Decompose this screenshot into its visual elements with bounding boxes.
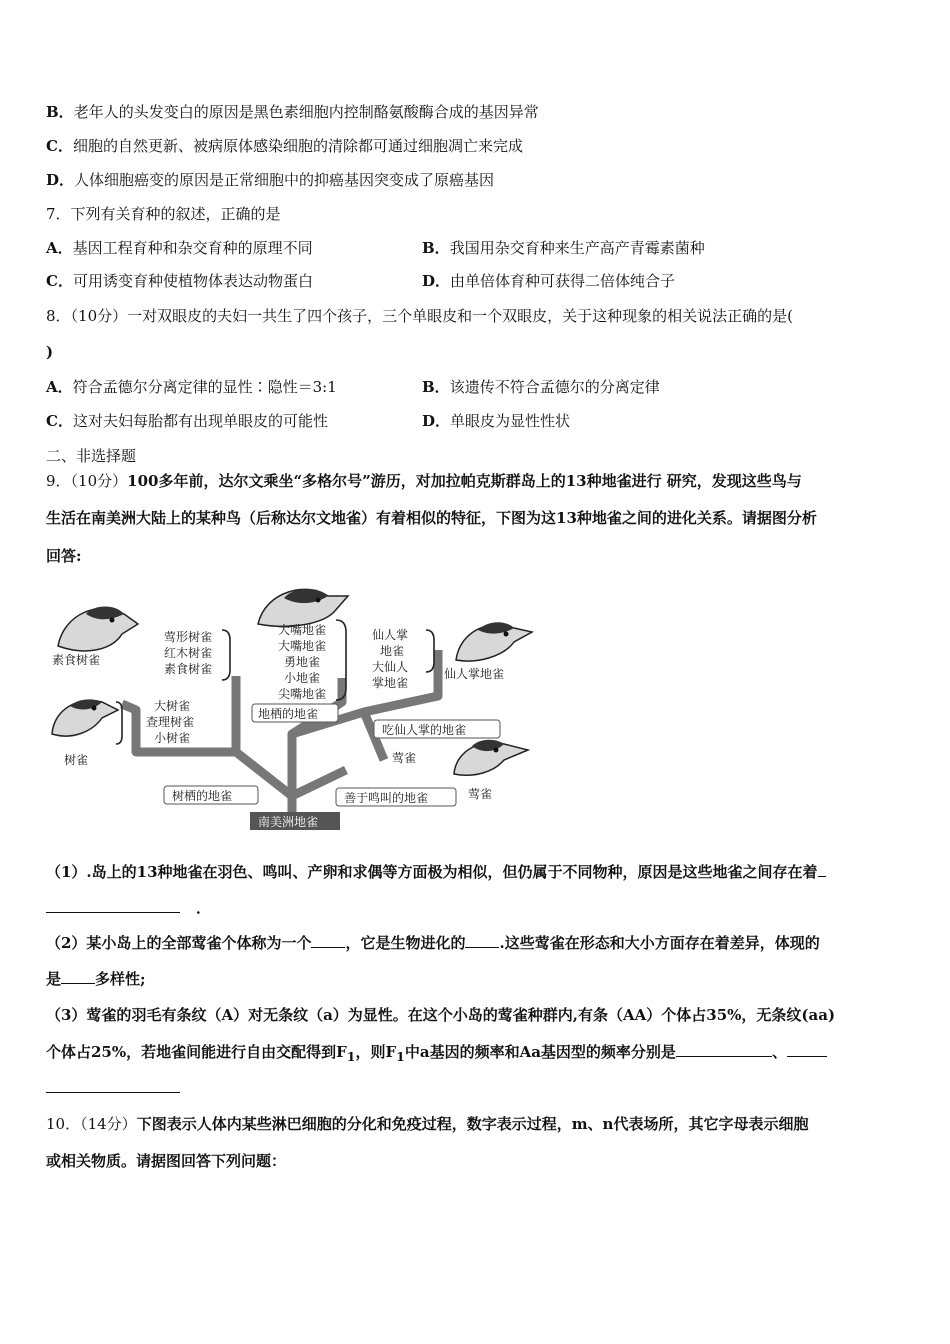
label-insect-group-2: 查理树雀 [146,715,195,729]
label-warbler: 莺雀 [392,751,417,765]
q7-option-a: A．基因工程育种和杂交育种的原理不同 [46,239,313,257]
q9-sub2-blank-2 [465,933,499,948]
label-cactus-group-4: 掌地雀 [372,676,409,690]
q6-option-d: D．人体细胞癌变的原因是正常细胞中的抑癌基因突变成了原癌基因 [46,171,495,189]
q9-sub3-blank-1 [676,1042,772,1057]
section-heading: 二、非选择题 [46,447,137,465]
q7-stem: 7．下列有关育种的叙述，正确的是 [46,205,281,223]
q9-sub3-blank-2a [787,1042,827,1057]
label-ground-group-5: 尖嘴地雀 [278,687,327,701]
bird-ground-finch-icon [258,589,348,627]
q8-option-d: D．单眼皮为显性性状 [422,412,571,430]
box-singing [336,788,456,806]
box-tree-dwelling-text: 树栖的地雀 [172,789,233,803]
q9-stem-line2: 生活在南美洲大陆上的某种鸟（后称达尔文地雀）有着相似的特征，下图为这13种地雀之间的进化关系。请据图分析 [46,509,817,527]
box-cactus-eating-text: 吃仙人掌的地雀 [382,723,467,737]
q9-stem-line3: 回答: [46,547,82,565]
label-ground-group-1: 大嘴地雀 [278,623,327,637]
q7-option-b: B．我国用杂交育种来生产高产青霉素菌种 [422,239,705,257]
q6-option-c: C．细胞的自然更新、被病原体感染细胞的清除都可通过细胞凋亡来完成 [46,137,523,155]
label-tree-finch: 树雀 [64,753,89,767]
q7-option-c: C．可用诱变育种使植物体表达动物蛋白 [46,272,313,290]
label-tree-group-1: 莺形树雀 [164,630,213,644]
label-insect-group-3: 小树雀 [154,731,191,745]
q9-sub1-blank-tail [818,862,826,877]
finch-evolution-figure [46,584,546,834]
label-cactus-group-1: 仙人掌 [372,628,409,642]
q8-option-a: A．符合孟德尔分离定律的显性∶隐性＝3:1 [46,378,337,396]
label-ground-group-3: 勇地雀 [284,655,321,669]
bird-cactus-finch-icon [456,622,532,661]
q8-stem: 8．（10分）一对双眼皮的夫妇一共生了四个孩子，三个单眼皮和一个双眼皮，关于这种现象的相关说法正确的是( [46,307,793,325]
q9-stem-line1: 9．（10分）100多年前，达尔文乘坐“多格尔号”游历，对加拉帕克斯群岛上的13种地雀进行 研究，发现这些鸟与 [46,472,802,490]
root-south-american-finch [250,812,340,830]
q9-sub2-blank-1 [311,933,345,948]
box-ground-dwelling-text: 地栖的地雀 [258,707,319,721]
label-cactus-group-2: 地雀 [380,644,405,658]
q9-sub1-blank [46,898,180,913]
label-ground-group-2: 大嘴地雀 [278,639,327,653]
q8-option-b: B．该遗传不符合孟德尔的分离定律 [422,378,660,396]
q9-sub3-line2: 个体占25%，若地雀间能进行自由交配得到$F_1$，则$F_1$中a基因的频率和Aa基因型的频率分别是 、 [46,1042,827,1067]
q9-sub2-cont: 是 多样性; [46,970,146,988]
q8-stem-close: ) [46,343,54,361]
q10-stem-line2: 或相关物质。请据图回答下列问题： [46,1152,287,1170]
box-tree-dwelling [164,786,258,804]
box-ground-dwelling [252,704,338,722]
q9-sub2-blank-3 [61,969,95,984]
q9-sub2: （2）某小岛上的全部莺雀个体称为一个 ，它是生物进化的 .这些莺雀在形态和大小方面存在着差异，体现的 [46,934,820,952]
label-ground-group-4: 小地雀 [284,671,321,685]
q7-options-cd [46,271,906,291]
label-cactus-group-3: 大仙人 [372,660,409,674]
q8-option-c: C．这对夫妇每胎都有出现单眼皮的可能性 [46,412,328,430]
q8-options-ab [46,377,906,397]
label-insect-group-1: 大树雀 [154,699,191,713]
q10-stem-line1: 10．（14分）下图表示人体内某些淋巴细胞的分化和免疫过程，数字表示过程，m、n代表场所，其它字母表示细胞 [46,1115,809,1133]
bird-warbler-finch-icon [454,740,528,776]
q9-sub3-blank-2b [46,1078,180,1093]
label-tree-group-2: 红木树雀 [164,646,213,660]
bird-tree-finch-icon [52,699,118,736]
q7-option-d: D．由单倍体育种可获得二倍体纯合子 [422,272,676,290]
q9-sub3-line1: （3）莺雀的羽毛有条纹（A）对无条纹（a）为显性。在这个小岛的莺雀种群内,有条（AA）个体占35%，无条纹(aa) [46,1006,836,1024]
q7-options-ab [46,238,906,258]
label-cactus-finch: 仙人掌地雀 [444,667,505,681]
label-vegetarian-finch: 素食树雀 [52,653,101,667]
box-cactus-eating [374,720,500,738]
label-tree-group-3: 素食树雀 [164,662,213,676]
q9-sub1-blank-line: ． [46,898,211,918]
bird-vegetarian-finch-icon [58,607,138,651]
root-label-text: 南美洲地雀 [258,815,319,829]
q6-option-b: B．老年人的头发变白的原因是黑色素细胞内控制酪氨酸酶合成的基因异常 [46,103,539,121]
box-singing-text: 善于鸣叫的地雀 [344,791,429,805]
q9-sub1: （1）.岛上的13种地雀在羽色、鸣叫、产卵和求偶等方面极为相似，但仍属于不同物种，原因是这些地雀之间存在着 [46,862,826,882]
label-warbler-finch: 莺雀 [468,787,493,801]
q8-options-cd [46,411,906,431]
q9-sub3-blank-line [46,1078,180,1098]
